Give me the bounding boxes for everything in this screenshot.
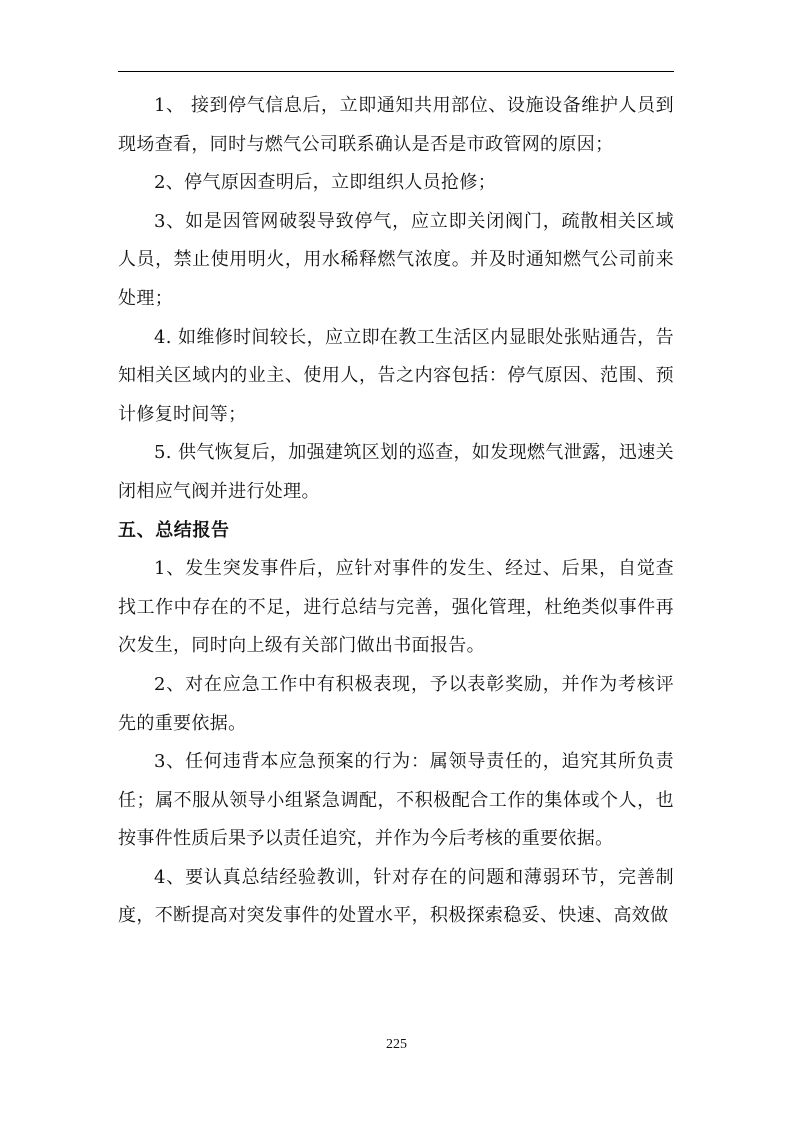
summary-paragraph-4: 4、要认真总结经验教训，针对存在的问题和薄弱环节，完善制度，不断提高对突发事件的处置水平，积极探索稳妥、快速、高效做 xyxy=(118,866,674,927)
paragraph-item-3: 3、如是因管网破裂导致停气，应立即关闭阀门，疏散相关区域人员，禁止使用明火，用水稀释燃气浓度。并及时通知燃气公司前来处理； xyxy=(118,210,674,309)
header-rule xyxy=(118,71,674,72)
paragraph-item-1: 1、 接到停气信息后，立即通知共用部位、设施设备维护人员到现场查看，同时与燃气公司联系确认是否是市政管网的原因； xyxy=(118,95,674,155)
summary-paragraph-1: 1、发生突发事件后，应针对事件的发生、经过、后果，自觉查找工作中存在的不足，进行总结与完善，强化管理，杜绝类似事件再次发生，同时向上级有关部门做出书面报告。 xyxy=(118,558,674,657)
paragraph-item-2: 2、停气原因查明后，立即组织人员抢修； xyxy=(154,172,497,194)
paragraph-item-4: 4. 如维修时间较长，应立即在教工生活区内显眼处张贴通告，告知相关区域内的业主、使用人，告之内容包括：停气原因、范围、预计修复时间等； xyxy=(118,326,674,425)
page-number: 225 xyxy=(386,1037,407,1052)
paragraph-item-5: 5. 供气恢复后，加强建筑区划的巡查，如发现燃气泄露，迅速关闭相应气阀并进行处理。 xyxy=(118,442,674,502)
section-heading: 五、总结报告 xyxy=(118,519,230,541)
page-body xyxy=(118,87,674,936)
summary-paragraph-2: 2、对在应急工作中有积极表现，予以表彰奖励，并作为考核评先的重要依据。 xyxy=(118,673,674,734)
summary-paragraph-3: 3、任何违背本应急预案的行为：属领导责任的，追究其所负责任；属不服从领导小组紧急调配，不积极配合工作的集体或个人，也按事件性质后果予以责任追究，并作为今后考核的重要依据。 xyxy=(118,751,674,850)
